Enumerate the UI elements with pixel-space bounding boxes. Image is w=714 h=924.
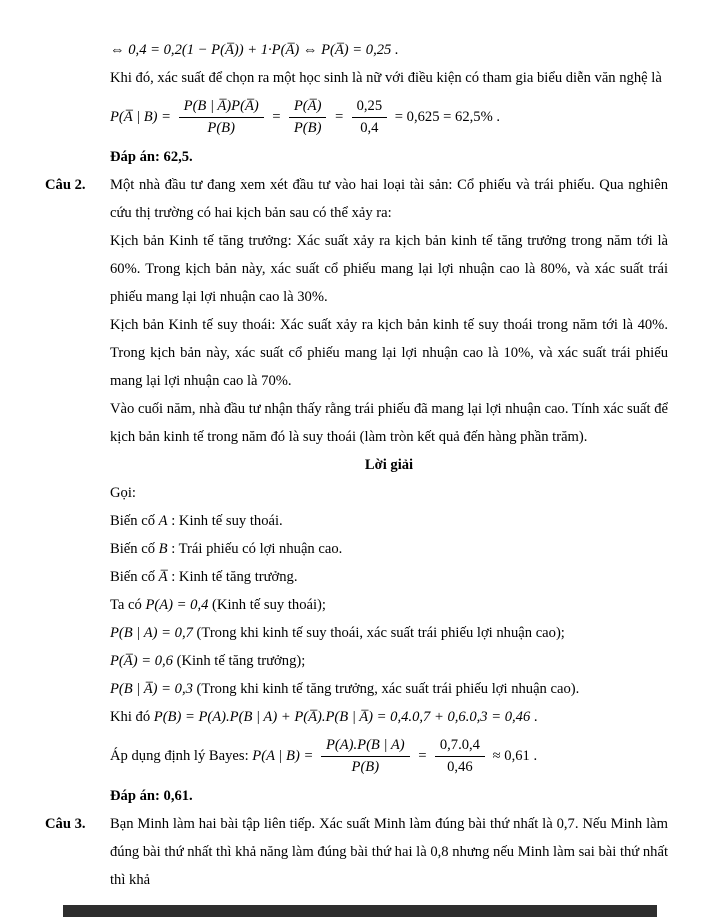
question-2-label: Câu 2. [45, 177, 86, 193]
equals-sign: = [330, 108, 348, 125]
event-def-A-bar [110, 563, 668, 591]
fact-post: (Kinh tế suy thoái); [208, 597, 326, 613]
question-3 [45, 810, 668, 894]
fact-line-2 [110, 619, 668, 647]
answer-q2: Đáp án: 0,61. [110, 788, 193, 804]
page-content [45, 36, 668, 894]
bayes-fraction-1-numerator: P(A).P(B | A) [321, 736, 410, 757]
answer-q1: Đáp án: 62,5. [110, 149, 193, 165]
event-symbol-B: B [158, 541, 168, 557]
event-def-B [110, 535, 668, 563]
event-def-A [110, 507, 668, 535]
fact-formula: P(B | A) = 0,7 [110, 625, 193, 641]
fraction-1 [179, 97, 264, 138]
event-symbol-A: A [158, 513, 168, 529]
bayes-pre: Áp dụng định lý Bayes: [110, 747, 253, 764]
bayes-fraction-2-numerator: 0,7.0,4 [435, 736, 485, 757]
fraction-2-numerator: P(A̅) [289, 97, 327, 118]
equivalence-line: ⇔ 0,4 = 0,2(1 − P(A̅)) + 1·P(A̅) ⇔ P(A̅) = 0,25 . [110, 42, 399, 58]
equals-sign: = [413, 747, 431, 764]
def-post: : Kinh tế tăng trưởng. [167, 569, 298, 585]
fraction-3-denominator: 0,4 [360, 120, 379, 136]
def-pre: Biến cố [110, 569, 159, 585]
def-pre: Biến cố [110, 513, 159, 529]
bayes-lhs: P(A | B) = [252, 747, 317, 764]
fact-formula: P(B | A̅) = 0,3 [110, 681, 193, 697]
fact-line-4 [110, 675, 668, 703]
def-post: : Trái phiếu có lợi nhuận cao. [167, 541, 343, 557]
formula-tail: = 0,625 = 62,5% . [391, 108, 501, 125]
fact-line-3 [110, 647, 668, 675]
q3-paragraph-1: Bạn Minh làm hai bài tập liên tiếp. Xác suất Minh làm đúng bài thứ nhất là 0,7. Nếu Minh làm đúng bài thứ nhất thì khả năng làm đúng bài thứ hai là 0,8 nhưng nếu Minh làm sai bài thứ nhất thì khả [110, 816, 668, 888]
bayes-fraction-1-denominator: P(B) [351, 759, 380, 775]
formula-lhs: P(A̅ | B) = [110, 108, 175, 125]
page-bottom-scan-bar [63, 905, 657, 917]
bayes-fraction-2 [435, 736, 485, 777]
fact-post: (Kinh tế tăng trưởng); [172, 653, 306, 669]
bayes-tail: ≈ 0,61 . [488, 747, 538, 764]
fact-post: (Trong khi kinh tế suy thoái, xác suất trái phiếu lợi nhuận cao); [192, 625, 565, 641]
goi-line: Gọi: [110, 485, 136, 501]
fact-line-1 [110, 591, 668, 619]
q2-paragraph-4: Vào cuối năm, nhà đầu tư nhận thấy rằng trái phiếu đã mang lại lợi nhuận cao. Tính xác suất để kịch bản kinh tế trong năm đó là suy thoái (làm tròn kết quả đến hàng phần trăm). [110, 401, 668, 445]
question-3-label: Câu 3. [45, 816, 86, 832]
prev-solution-intro: Khi đó, xác suất để chọn ra một học sinh là nữ với điều kiện có tham gia biểu diễn văn nghệ là [110, 70, 662, 86]
bayes-formula-q2 [110, 736, 668, 777]
fraction-1-denominator: P(B) [207, 120, 235, 136]
fact-pre: Ta có [110, 597, 146, 613]
q2-paragraph-2: Kịch bản Kinh tế tăng trưởng: Xác suất xảy ra kịch bản kinh tế tăng trưởng trong năm tới là 60%. Trong kịch bản này, xác suất cổ phiếu mang lại lợi nhuận cao là 80%, và xác suất trái phiếu mang lại lợi nhuận cao là 30%. [110, 233, 668, 305]
bayes-fraction-1 [321, 736, 410, 777]
def-post: : Kinh tế suy thoái. [167, 513, 283, 529]
fraction-3-numerator: 0,25 [352, 97, 388, 118]
question-2 [45, 171, 668, 451]
equals-sign: = [267, 108, 285, 125]
bayes-fraction-2-denominator: 0,46 [447, 759, 473, 775]
fact-post: (Trong khi kinh tế tăng trưởng, xác suất trái phiếu lợi nhuận cao). [192, 681, 580, 697]
total-post: . [530, 709, 538, 725]
def-pre: Biến cố [110, 541, 159, 557]
fraction-1-numerator: P(B | A̅)P(A̅) [179, 97, 264, 118]
total-pre: Khi đó [110, 709, 154, 725]
q2-paragraph-3: Kịch bản Kinh tế suy thoái: Xác suất xảy ra kịch bản kinh tế suy thoái trong năm tới là 40%. Trong kịch bản này, xác suất cổ phiếu mang lại lợi nhuận cao là 10%, và xác suất trái phiếu mang lại lợi nhuận cao là 70%. [110, 317, 668, 389]
event-symbol-A-bar: A̅ [158, 569, 168, 585]
fact-formula: P(A) = 0,4 [145, 597, 209, 613]
fraction-2-denominator: P(B) [293, 120, 322, 136]
solution-heading: Lời giải [364, 457, 414, 473]
fraction-2 [289, 97, 327, 138]
total-probability-line [110, 703, 668, 731]
q2-paragraph-1: Một nhà đầu tư đang xem xét đầu tư vào hai loại tài sản: Cổ phiếu và trái phiếu. Qua nghiên cứu thị trường có hai kịch bản sau có thể xảy ra: [110, 177, 668, 221]
total-formula: P(B) = P(A).P(B | A) + P(A̅).P(B | A̅) = 0,4.0,7 + 0,6.0,3 = 0,46 [153, 709, 531, 725]
fact-formula: P(A̅) = 0,6 [110, 653, 173, 669]
fraction-3 [352, 97, 388, 138]
bayes-formula-q1 [110, 97, 668, 138]
